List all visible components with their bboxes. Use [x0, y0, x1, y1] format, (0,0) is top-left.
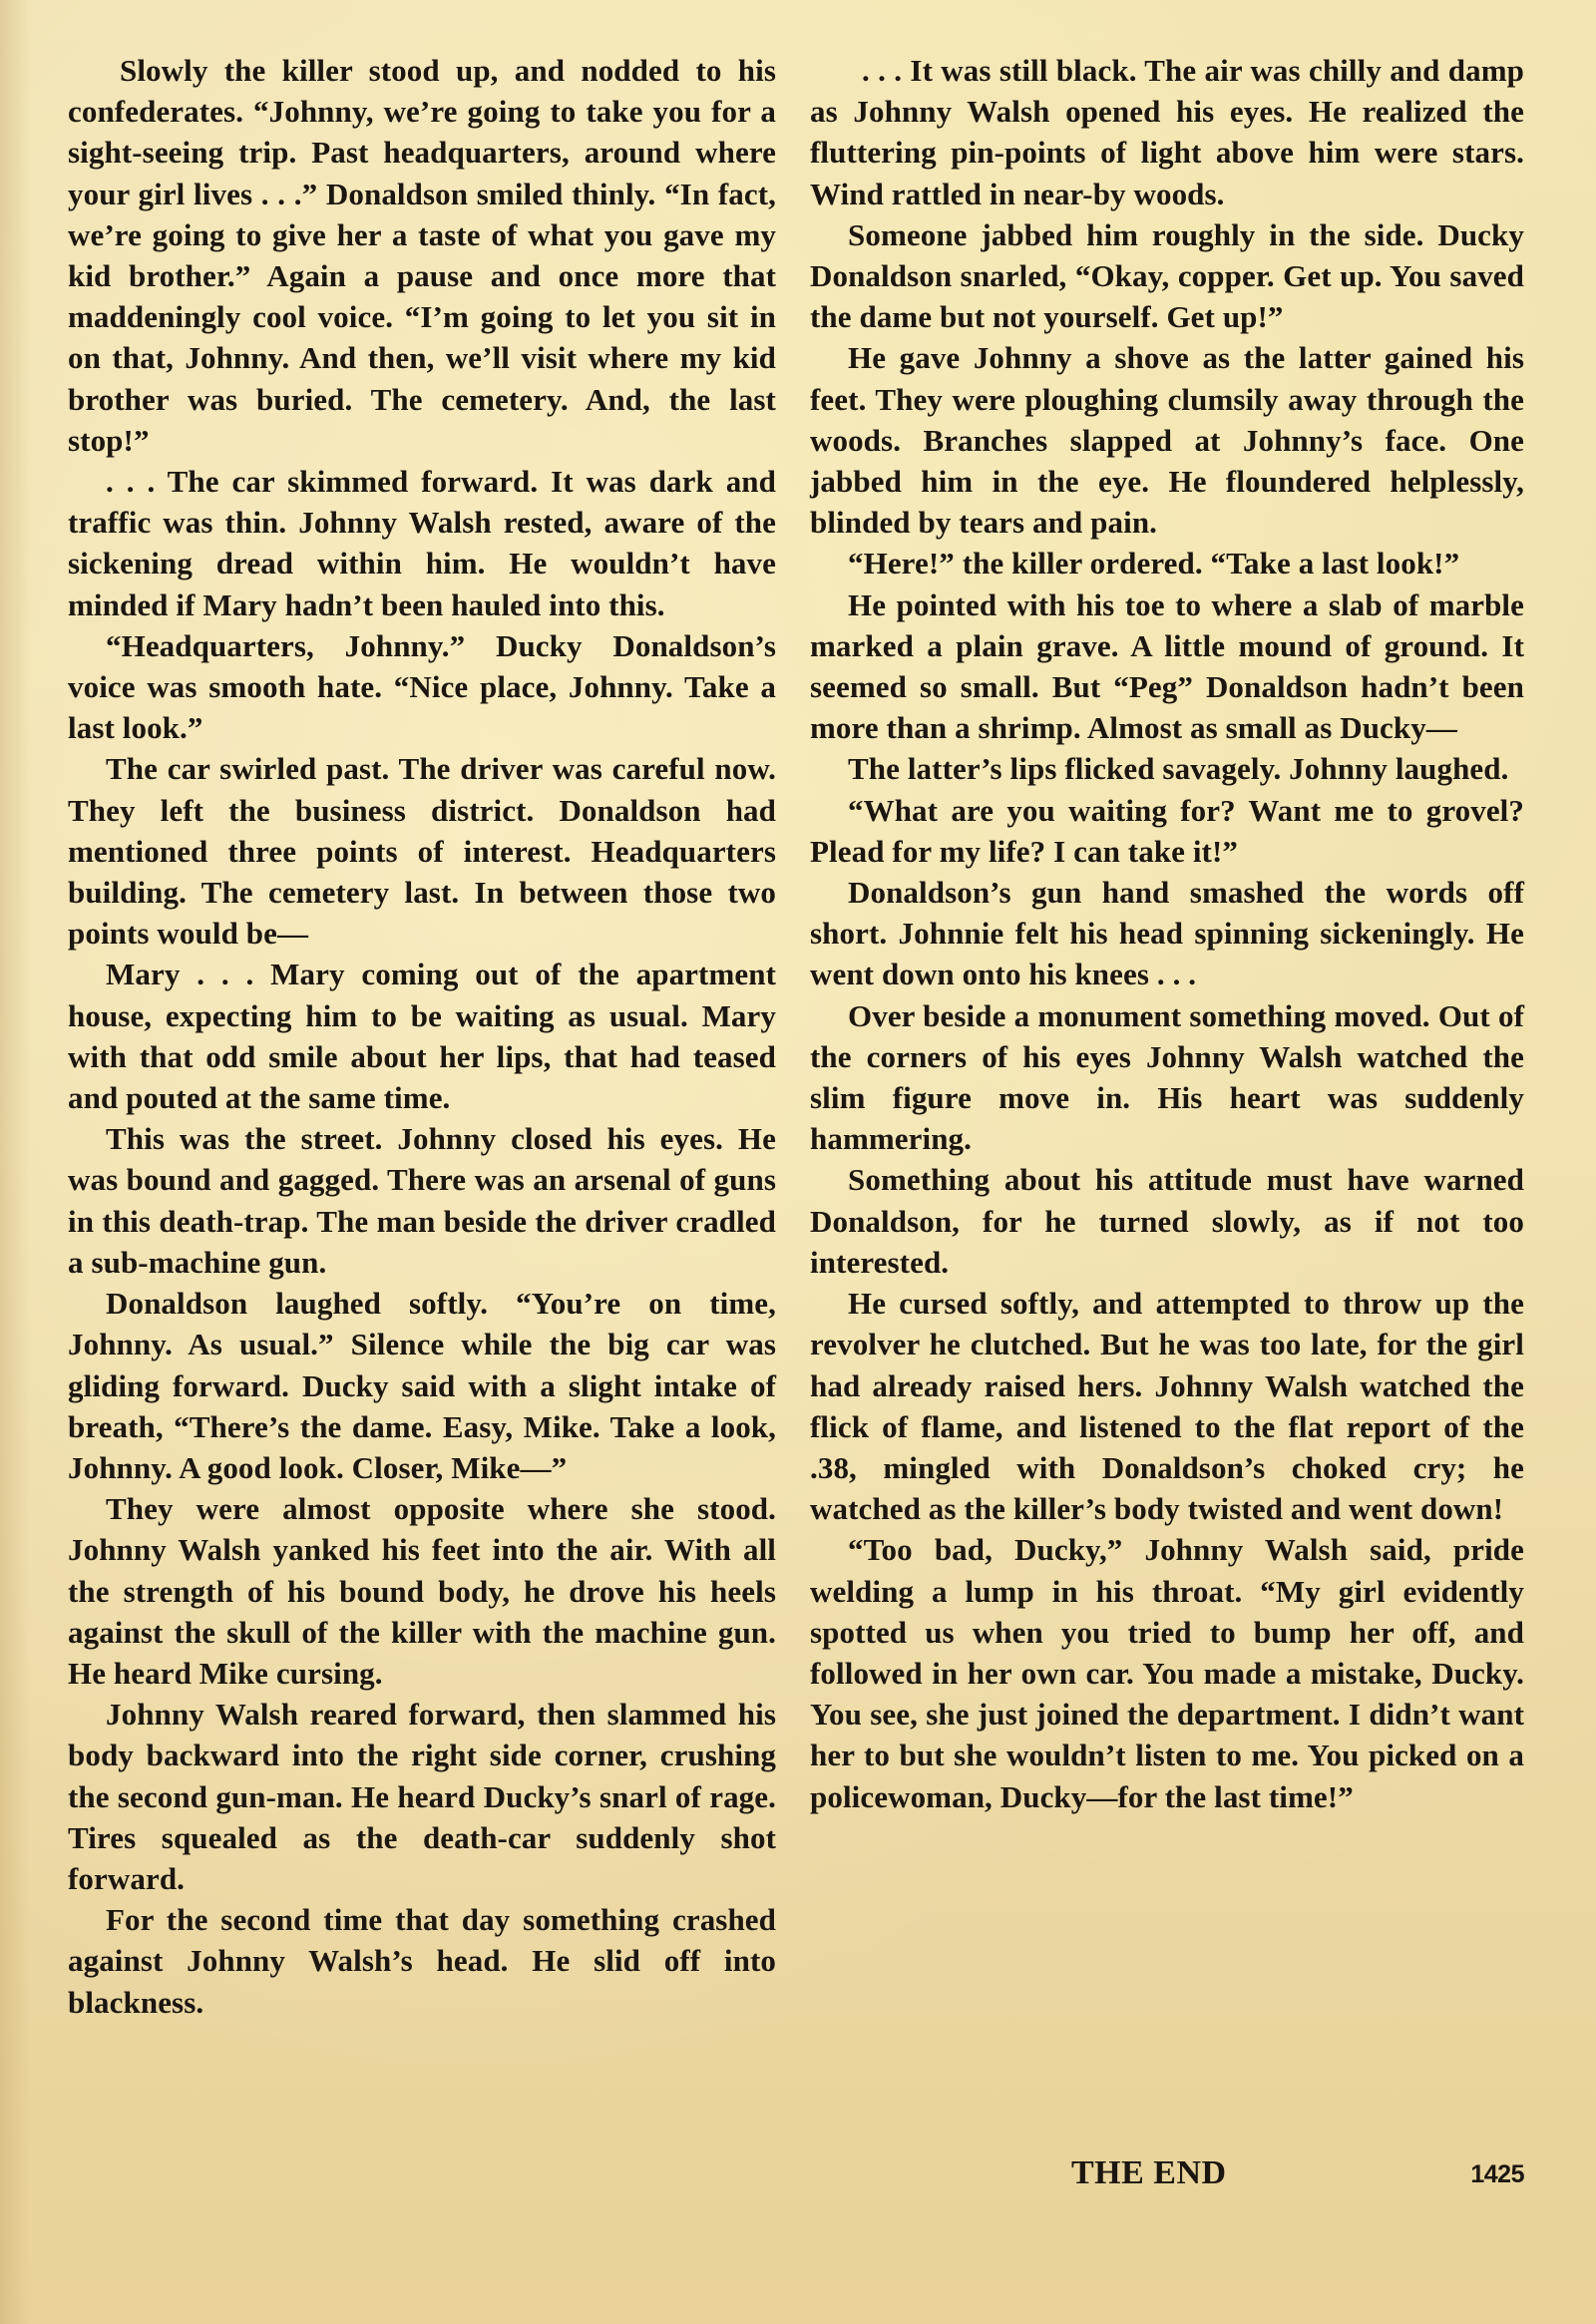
paragraph: Donaldson’s gun hand smashed the words off short. Johnnie felt his head spinning sickeningly. He went down onto his knees . . .: [810, 875, 1524, 992]
paragraph: Donaldson laughed softly. “You’re on time, Johnny. As usual.” Silence while the big car was gliding forward. Ducky said with a slight intake of breath, “There’s the dame. Easy, Mike. Take a look, Johnny. A good look. Closer, Mike—”: [68, 1286, 776, 1485]
paragraph: This was the street. Johnny closed his eyes. He was bound and gagged. There was an arsenal of guns in this death-trap. The man beside the driver cradled a sub-machine gun.: [68, 1121, 776, 1280]
right-column: [810, 50, 1524, 1817]
paragraph: He gave Johnny a shove as the latter gained his feet. They were ploughing clumsily away through the woods. Branches slapped at Johnny’s face. One jabbed him in the eye. He floundered helplessly, blinded by tears and pain.: [810, 340, 1524, 541]
paragraph: They were almost opposite where she stood. Johnny Walsh yanked his feet into the air. With all the strength of his bound body, he drove his heels against the skull of the killer with the machine gun. He heard Mike cursing.: [68, 1491, 776, 1691]
paragraph: Someone jabbed him roughly in the side. Ducky Donaldson snarled, “Okay, copper. Get up. You saved the dame but not yourself. Get up!”: [810, 216, 1524, 335]
left-column: [68, 50, 776, 2023]
paragraph: “What are you waiting for? Want me to grovel? Plead for my life? I can take it!”: [810, 792, 1524, 869]
paragraph: Johnny Walsh reared forward, then slammed his body backward into the right side corner, crushing the second gun-man. He heard Ducky’s snarl of rage. Tires squealed as the death-car suddenly shot forward.: [68, 1697, 776, 1896]
paragraph: “Here!” the killer ordered. “Take a last look!”: [848, 546, 1460, 581]
paragraph: Slowly the killer stood up, and nodded to his confederates. “Johnny, we’re going to take you for a sight-seeing trip. Past headquarters, around where your girl lives . . .” Donaldson smiled thinly. “In fact, we’re going to give her a taste of what you gave my kid brother.” Again a pause and once more that maddeningly cool voice. “I’m going to let you sit in on that, Johnny. And then, we’ll visit where my kid brother was buried. The cemetery. And, the last stop!”: [68, 53, 776, 458]
paragraph: . . . It was still black. The air was chilly and damp as Johnny Walsh opened his eyes. He realized the fluttering pin-points of light above him were stars. Wind rattled in near-by woods.: [810, 53, 1524, 211]
paragraph: For the second time that day something crashed against Johnny Walsh’s head. He slid off into blackness.: [68, 1902, 776, 2020]
paragraph: The latter’s lips flicked savagely. Johnny laughed.: [848, 751, 1509, 787]
page-number: 1425: [1470, 2160, 1524, 2188]
paragraph: Mary . . . Mary coming out of the apartment house, expecting him to be waiting as usual. Mary with that odd smile about her lips, that had teased and pouted at the same time.: [68, 957, 776, 1116]
paragraph: “Headquarters, Johnny.” Ducky Donaldson’s voice was smooth hate. “Nice place, Johnny. Take a last look.”: [68, 627, 776, 746]
paragraph: “Too bad, Ducky,” Johnny Walsh said, pride welding a lump in his throat. “My girl evidently spotted us when you tried to bump her off, and followed in her own car. You made a mistake, Ducky. You see, she just joined the department. I didn’t want her to but she wouldn’t listen to me. You picked on a policewoman, Ducky—for the last time!”: [810, 1532, 1524, 1814]
paragraph: Over beside a monument something moved. Out of the corners of his eyes Johnny Walsh watched the slim figure move in. His heart was suddenly hammering.: [810, 997, 1524, 1157]
page-edge-shading: [0, 0, 30, 2324]
the-end-label: THE END: [1071, 2154, 1227, 2191]
story-ending: [810, 2154, 1524, 2198]
paragraph: . . . The car skimmed forward. It was dark and traffic was thin. Johnny Walsh rested, aware of the sickening dread within him. He wouldn’t have minded if Mary hadn’t been hauled into this.: [68, 464, 776, 622]
paragraph: He pointed with his toe to where a slab of marble marked a plain grave. A little mound of ground. It seemed so small. But “Peg” Donaldson hadn’t been more than a shrimp. Almost as small as Ducky—: [810, 586, 1524, 746]
paragraph: He cursed softly, and attempted to throw up the revolver he clutched. But he was too late, for the girl had already raised hers. Johnny Walsh watched the flick of flame, and listened to the flat report of the .38, mingled with Donaldson’s choked cry; he watched as the killer’s body twisted and went down!: [810, 1286, 1524, 1527]
paragraph: Something about his attitude must have warned Donaldson, for he turned slowly, as if not too interested.: [810, 1162, 1524, 1280]
paragraph: The car swirled past. The driver was careful now. They left the business district. Donaldson had mentioned three points of interest. Headquarters building. The cemetery last. In between those two points would be—: [68, 751, 776, 952]
